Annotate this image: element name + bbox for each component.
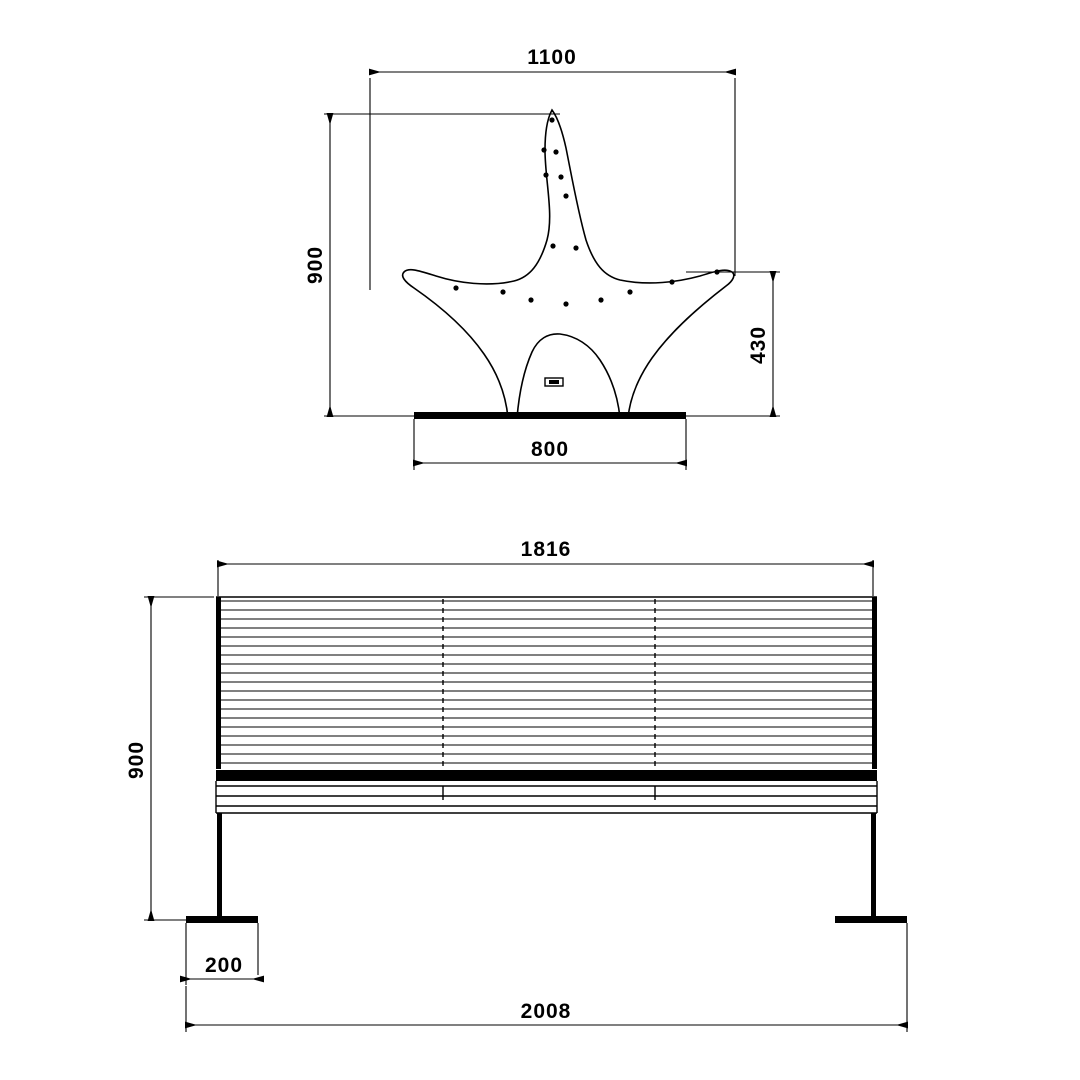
seat-front-edge [216, 770, 877, 781]
backrest-slats [218, 601, 875, 763]
dim-430-label: 430 [747, 325, 770, 365]
dim-1816 [218, 538, 873, 596]
seat-slats [216, 786, 877, 813]
dim-1816-label: 1816 [520, 538, 572, 561]
left-leg [217, 813, 222, 916]
dim-900-side-label: 900 [304, 245, 327, 285]
backrest-left-post [216, 597, 221, 769]
right-foot [835, 916, 907, 923]
dim-2008 [186, 923, 907, 1032]
backrest-mid-supports [443, 599, 655, 768]
backrest-right-post [872, 597, 877, 769]
dim-900-bench-label: 900 [125, 740, 148, 780]
dim-800-label: 800 [530, 438, 570, 461]
front-elevation-view [304, 46, 780, 470]
dim-2008-label: 2008 [520, 1000, 572, 1023]
left-foot [186, 916, 258, 923]
dim-200 [181, 923, 263, 985]
right-leg [871, 813, 876, 916]
dim-800 [414, 419, 686, 470]
dim-200-label: 200 [204, 954, 244, 977]
star-panel-outline [403, 110, 734, 418]
base-bar [414, 412, 686, 419]
dim-1100-label: 1100 [527, 46, 577, 69]
side-elevation-view [125, 538, 907, 1032]
dim-900-bench [125, 597, 214, 920]
